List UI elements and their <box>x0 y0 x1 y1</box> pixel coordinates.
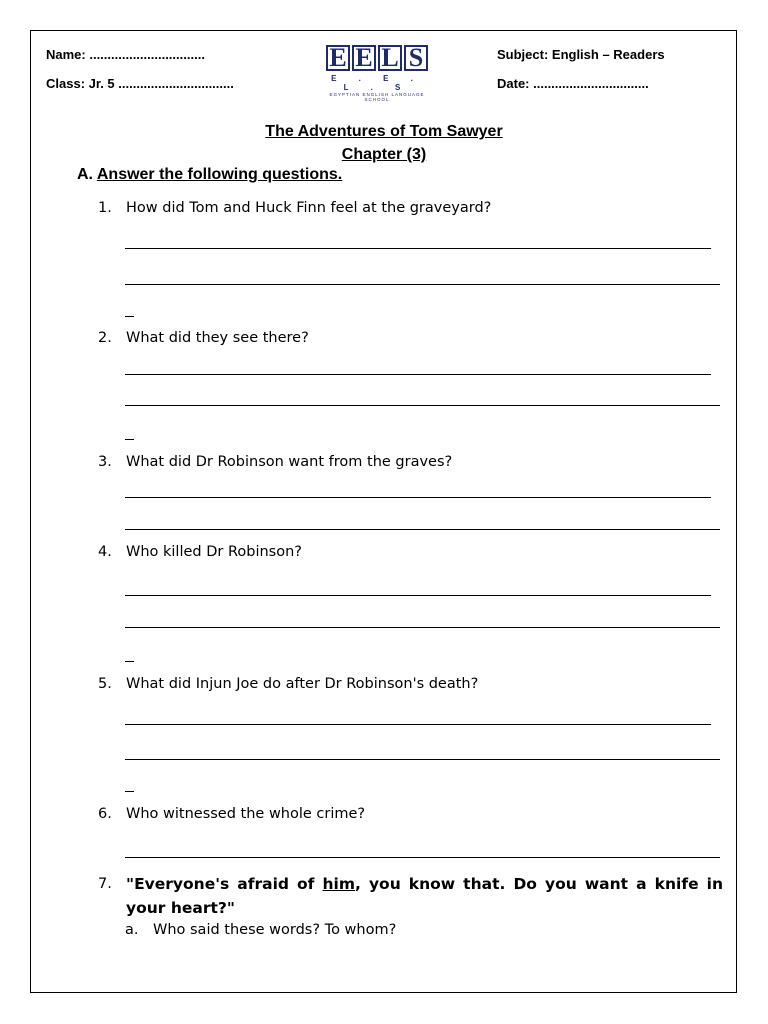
question-7 <box>98 872 723 920</box>
question-text: Who killed Dr Robinson? <box>126 544 302 560</box>
question-3 <box>98 454 452 470</box>
answer-line[interactable] <box>125 595 711 596</box>
question-text: What did Dr Robinson want from the graves? <box>126 454 453 470</box>
question-number: 2. <box>98 330 112 346</box>
answer-line-end <box>125 661 134 662</box>
question-1 <box>98 200 491 216</box>
answer-line[interactable] <box>125 248 711 249</box>
question-6 <box>98 806 365 822</box>
answer-line[interactable] <box>125 284 720 285</box>
answer-line[interactable] <box>125 857 720 858</box>
answer-line[interactable] <box>125 759 720 760</box>
question-text: How did Tom and Huck Finn feel at the graveyard? <box>126 200 492 216</box>
logo-letters: E E L S <box>322 45 432 71</box>
logo-subtitle: EGYPTIAN ENGLISH LANGUAGE SCHOOL <box>329 92 425 102</box>
question-text: Who witnessed the whole crime? <box>126 806 366 822</box>
name-field[interactable]: Name: ................................ <box>46 47 205 62</box>
class-field[interactable]: Class: Jr. 5 ................................ <box>46 76 234 91</box>
answer-line-end <box>125 791 134 792</box>
answer-line-end <box>125 439 134 440</box>
logo-dots: E . E . L . S <box>331 74 423 92</box>
question-text: What did Injun Joe do after Dr Robinson's death? <box>126 676 479 692</box>
answer-line-end <box>125 316 134 317</box>
sub-question-text: Who said these words? To whom? <box>153 922 397 938</box>
question-number: 4. <box>98 544 112 560</box>
subject-label: Subject: English – Readers <box>497 47 665 62</box>
question-7a <box>125 922 396 938</box>
section-instruction: Answer the following questions. <box>96 166 343 183</box>
sub-question-letter: a. <box>125 922 139 938</box>
question-number: 6. <box>98 806 112 822</box>
underlined-word: him <box>322 875 355 893</box>
section-letter: A. <box>77 166 93 183</box>
question-text: What did they see there? <box>126 330 309 346</box>
question-quote: "Everyone's afraid of him, you know that. Do you want a knife in your heart?" <box>126 875 723 917</box>
answer-line[interactable] <box>125 405 720 406</box>
school-logo <box>322 43 432 102</box>
page-title: The Adventures of Tom Sawyer <box>265 123 503 140</box>
question-number: 1. <box>98 200 112 216</box>
section-heading <box>77 166 342 184</box>
answer-line[interactable] <box>125 627 720 628</box>
question-5 <box>98 676 478 692</box>
answer-line[interactable] <box>125 724 711 725</box>
chapter-title: Chapter (3) <box>341 146 427 163</box>
question-2 <box>98 330 309 346</box>
question-number: 3. <box>98 454 112 470</box>
answer-line[interactable] <box>125 374 711 375</box>
question-number: 7. <box>98 876 112 892</box>
question-number: 5. <box>98 676 112 692</box>
date-field[interactable]: Date: ................................ <box>497 76 649 91</box>
answer-line[interactable] <box>125 497 711 498</box>
answer-line[interactable] <box>125 529 720 530</box>
question-4 <box>98 544 302 560</box>
